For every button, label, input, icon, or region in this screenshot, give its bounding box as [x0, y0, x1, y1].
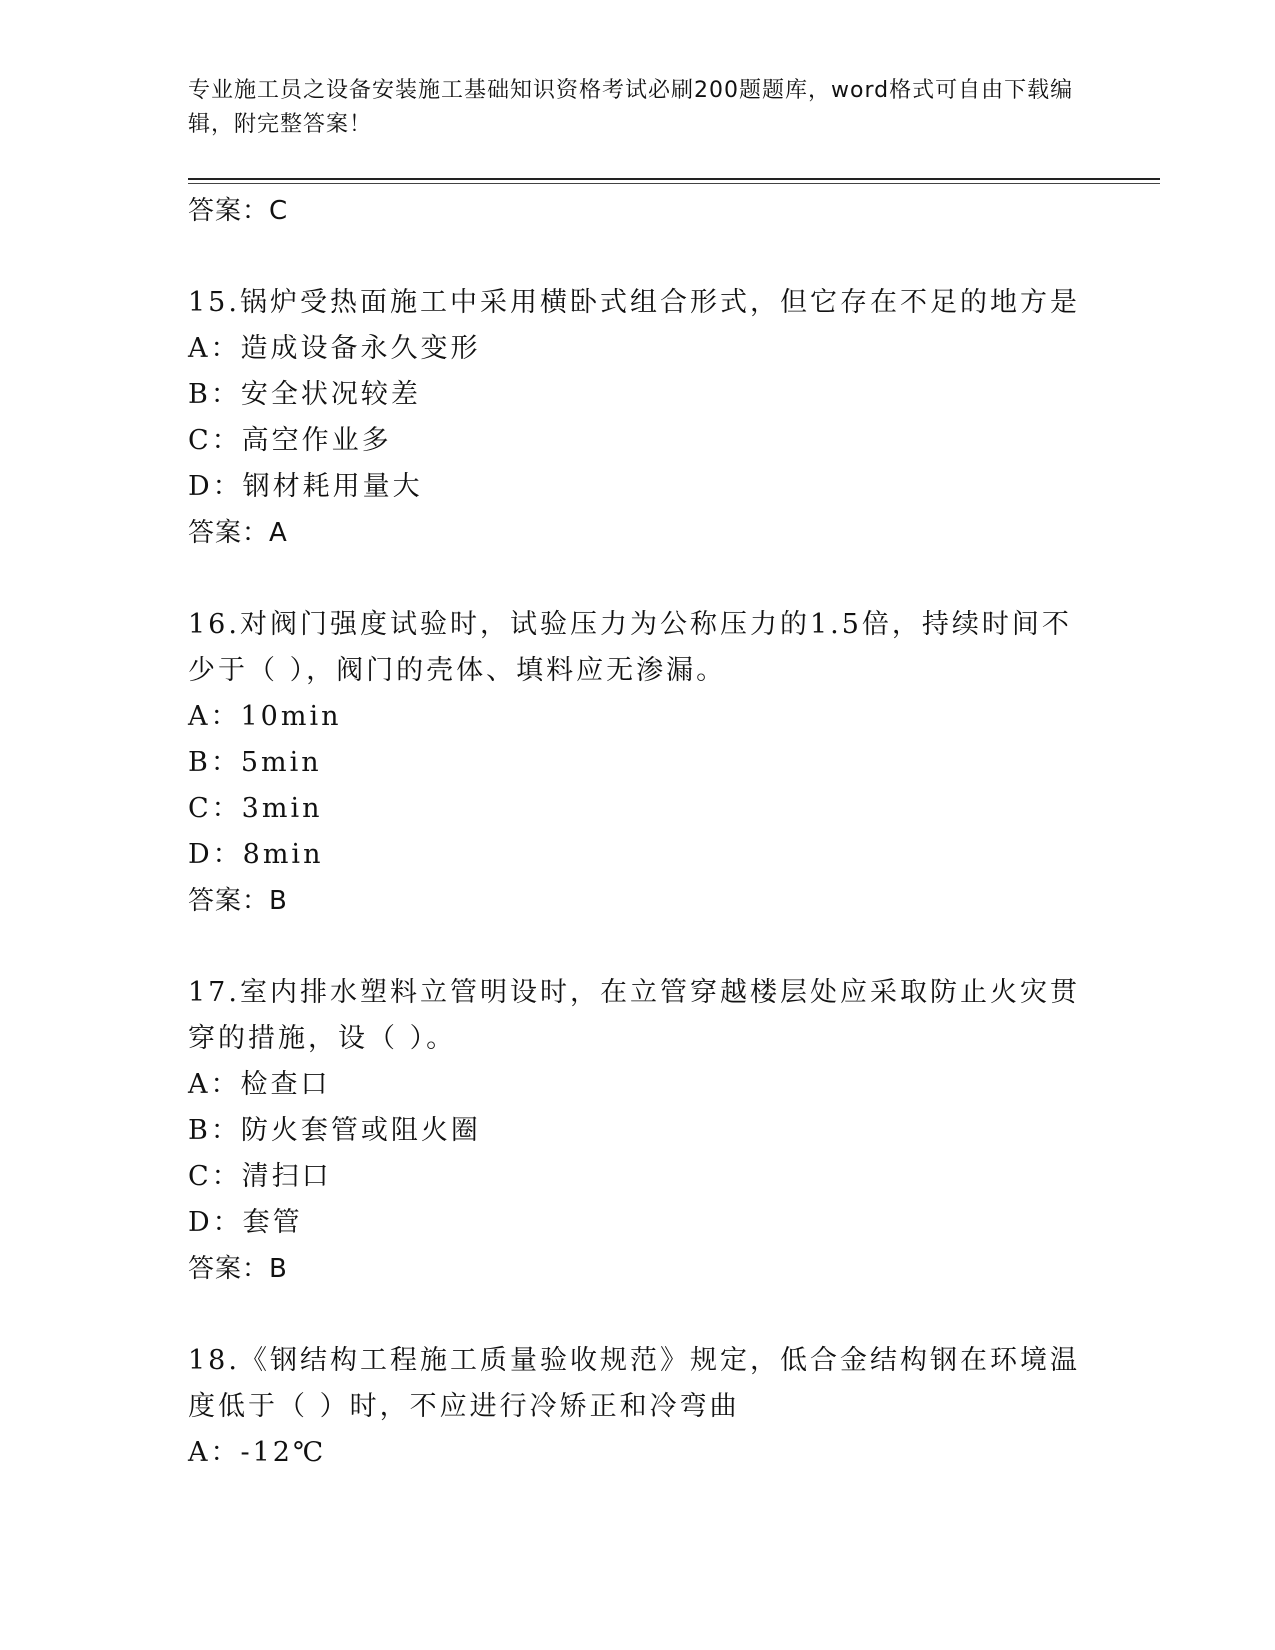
question-block — [188, 1338, 1088, 1476]
answer-line: 答案：C — [188, 196, 289, 226]
option-a: A：造成设备永久变形 — [188, 333, 481, 364]
option-a: A：10min — [188, 701, 342, 732]
answer-line: 答案：B — [188, 1254, 288, 1284]
document-header: 专业施工员之设备安装施工基础知识资格考试必刷200题题库，word格式可自由下载编辑，附完整答案！ — [188, 78, 1074, 137]
option-a: A：-12℃ — [188, 1437, 327, 1468]
question-block — [188, 280, 1088, 556]
option-a: A：检查口 — [188, 1069, 331, 1100]
header-rule-thick — [188, 178, 1160, 180]
question-text: 15.锅炉受热面施工中采用横卧式组合形式，但它存在不足的地方是 — [188, 287, 1080, 318]
option-d: D：8min — [188, 839, 324, 870]
option-b: B：安全状况较差 — [188, 379, 421, 410]
header-rule-thin — [188, 183, 1160, 184]
question-block — [188, 602, 1088, 924]
answer-line: 答案：B — [188, 886, 288, 916]
option-c: C：3min — [188, 793, 323, 824]
question-text: 18.《钢结构工程施工质量验收规范》规定，低合金结构钢在环境温度低于（ ）时，不应进行冷矫正和冷弯曲 — [188, 1345, 1080, 1422]
option-c: C：高空作业多 — [188, 425, 392, 456]
document-body — [188, 188, 1088, 1476]
question-text: 17.室内排水塑料立管明设时，在立管穿越楼层处应采取防止火灾贯穿的措施，设（ ）。 — [188, 977, 1080, 1054]
option-d: D：钢材耗用量大 — [188, 471, 423, 502]
question-block — [188, 970, 1088, 1292]
option-c: C：清扫口 — [188, 1161, 332, 1192]
option-b: B：防火套管或阻火圈 — [188, 1115, 481, 1146]
answer-line: 答案：A — [188, 518, 288, 548]
option-b: B：5min — [188, 747, 322, 778]
option-d: D：套管 — [188, 1207, 303, 1238]
question-text: 16.对阀门强度试验时，试验压力为公称压力的1.5倍，持续时间不少于（ ），阀门的壳体、填料应无渗漏。 — [188, 609, 1072, 686]
